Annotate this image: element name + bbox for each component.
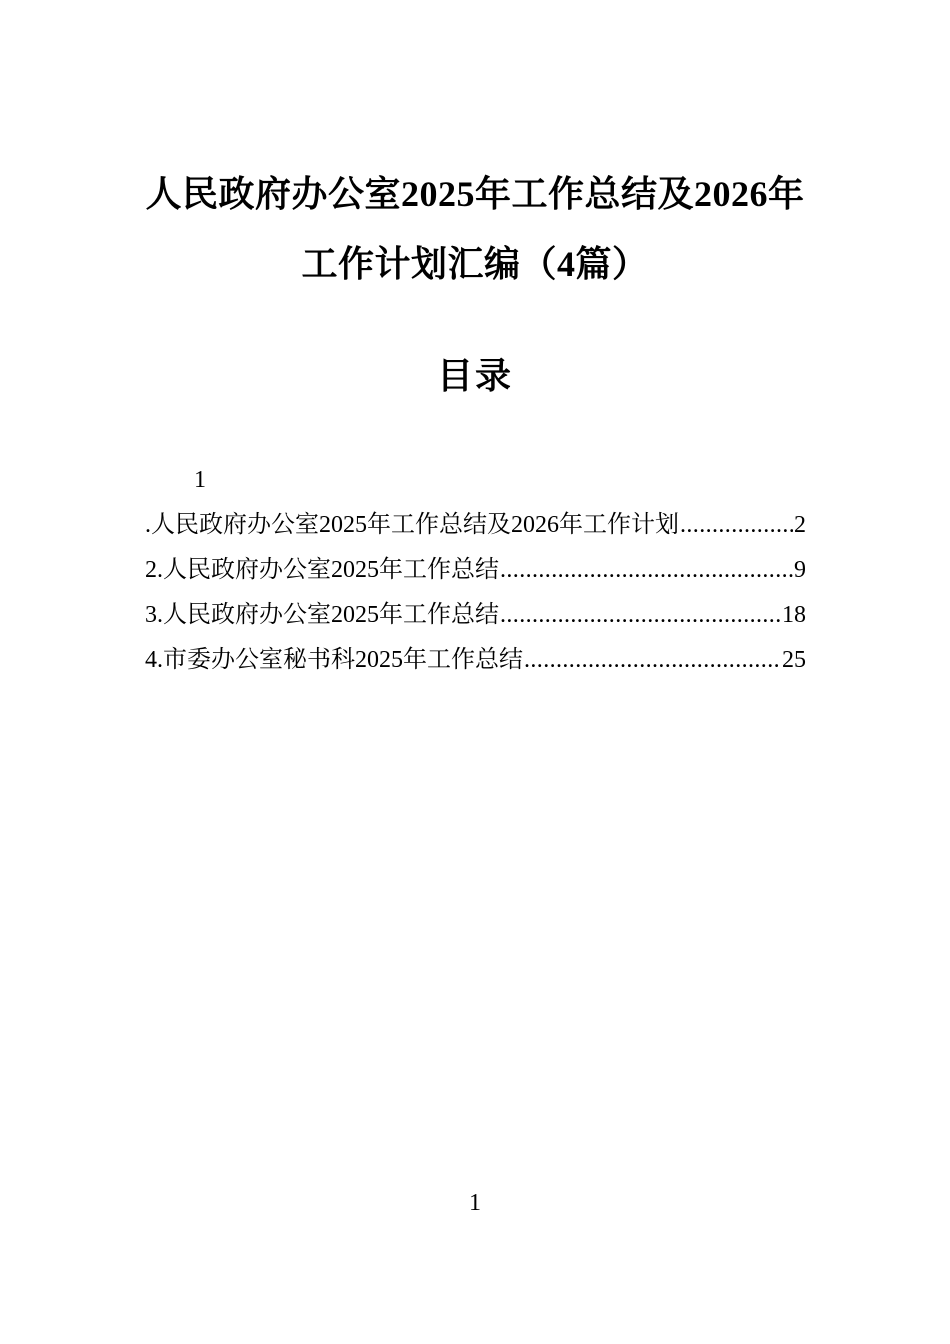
document-title-line-1: 人民政府办公室2025年工作总结及2026年 [145, 174, 805, 214]
toc-entry-page: 2 [794, 512, 806, 538]
toc-leader-dots [500, 599, 781, 631]
toc-entry-page: 25 [782, 647, 806, 673]
toc-entry[interactable] [145, 554, 806, 599]
toc-entry[interactable] [145, 644, 806, 689]
toc-entry-page: 9 [794, 557, 806, 583]
table-of-contents [145, 509, 806, 689]
page-number: 1 [469, 1190, 481, 1216]
toc-entry[interactable] [145, 599, 806, 644]
document-title-line-2: 工作计划汇编（4篇） [301, 244, 649, 284]
toc-leader-dots [680, 509, 793, 541]
toc-entry-number-1: 1 [194, 467, 206, 493]
toc-entry-title: .人民政府办公室2025年工作总结及2026年工作计划 [145, 512, 679, 538]
toc-entry-page: 18 [782, 602, 806, 628]
toc-entry[interactable] [145, 509, 806, 554]
toc-entry-title: 4.市委办公室秘书科2025年工作总结 [145, 647, 523, 673]
toc-leader-dots [524, 644, 781, 676]
toc-entry-title: 3.人民政府办公室2025年工作总结 [145, 602, 499, 628]
toc-heading: 目录 [436, 356, 513, 396]
toc-entry-title: 2.人民政府办公室2025年工作总结 [145, 557, 499, 583]
toc-leader-dots [500, 554, 793, 586]
